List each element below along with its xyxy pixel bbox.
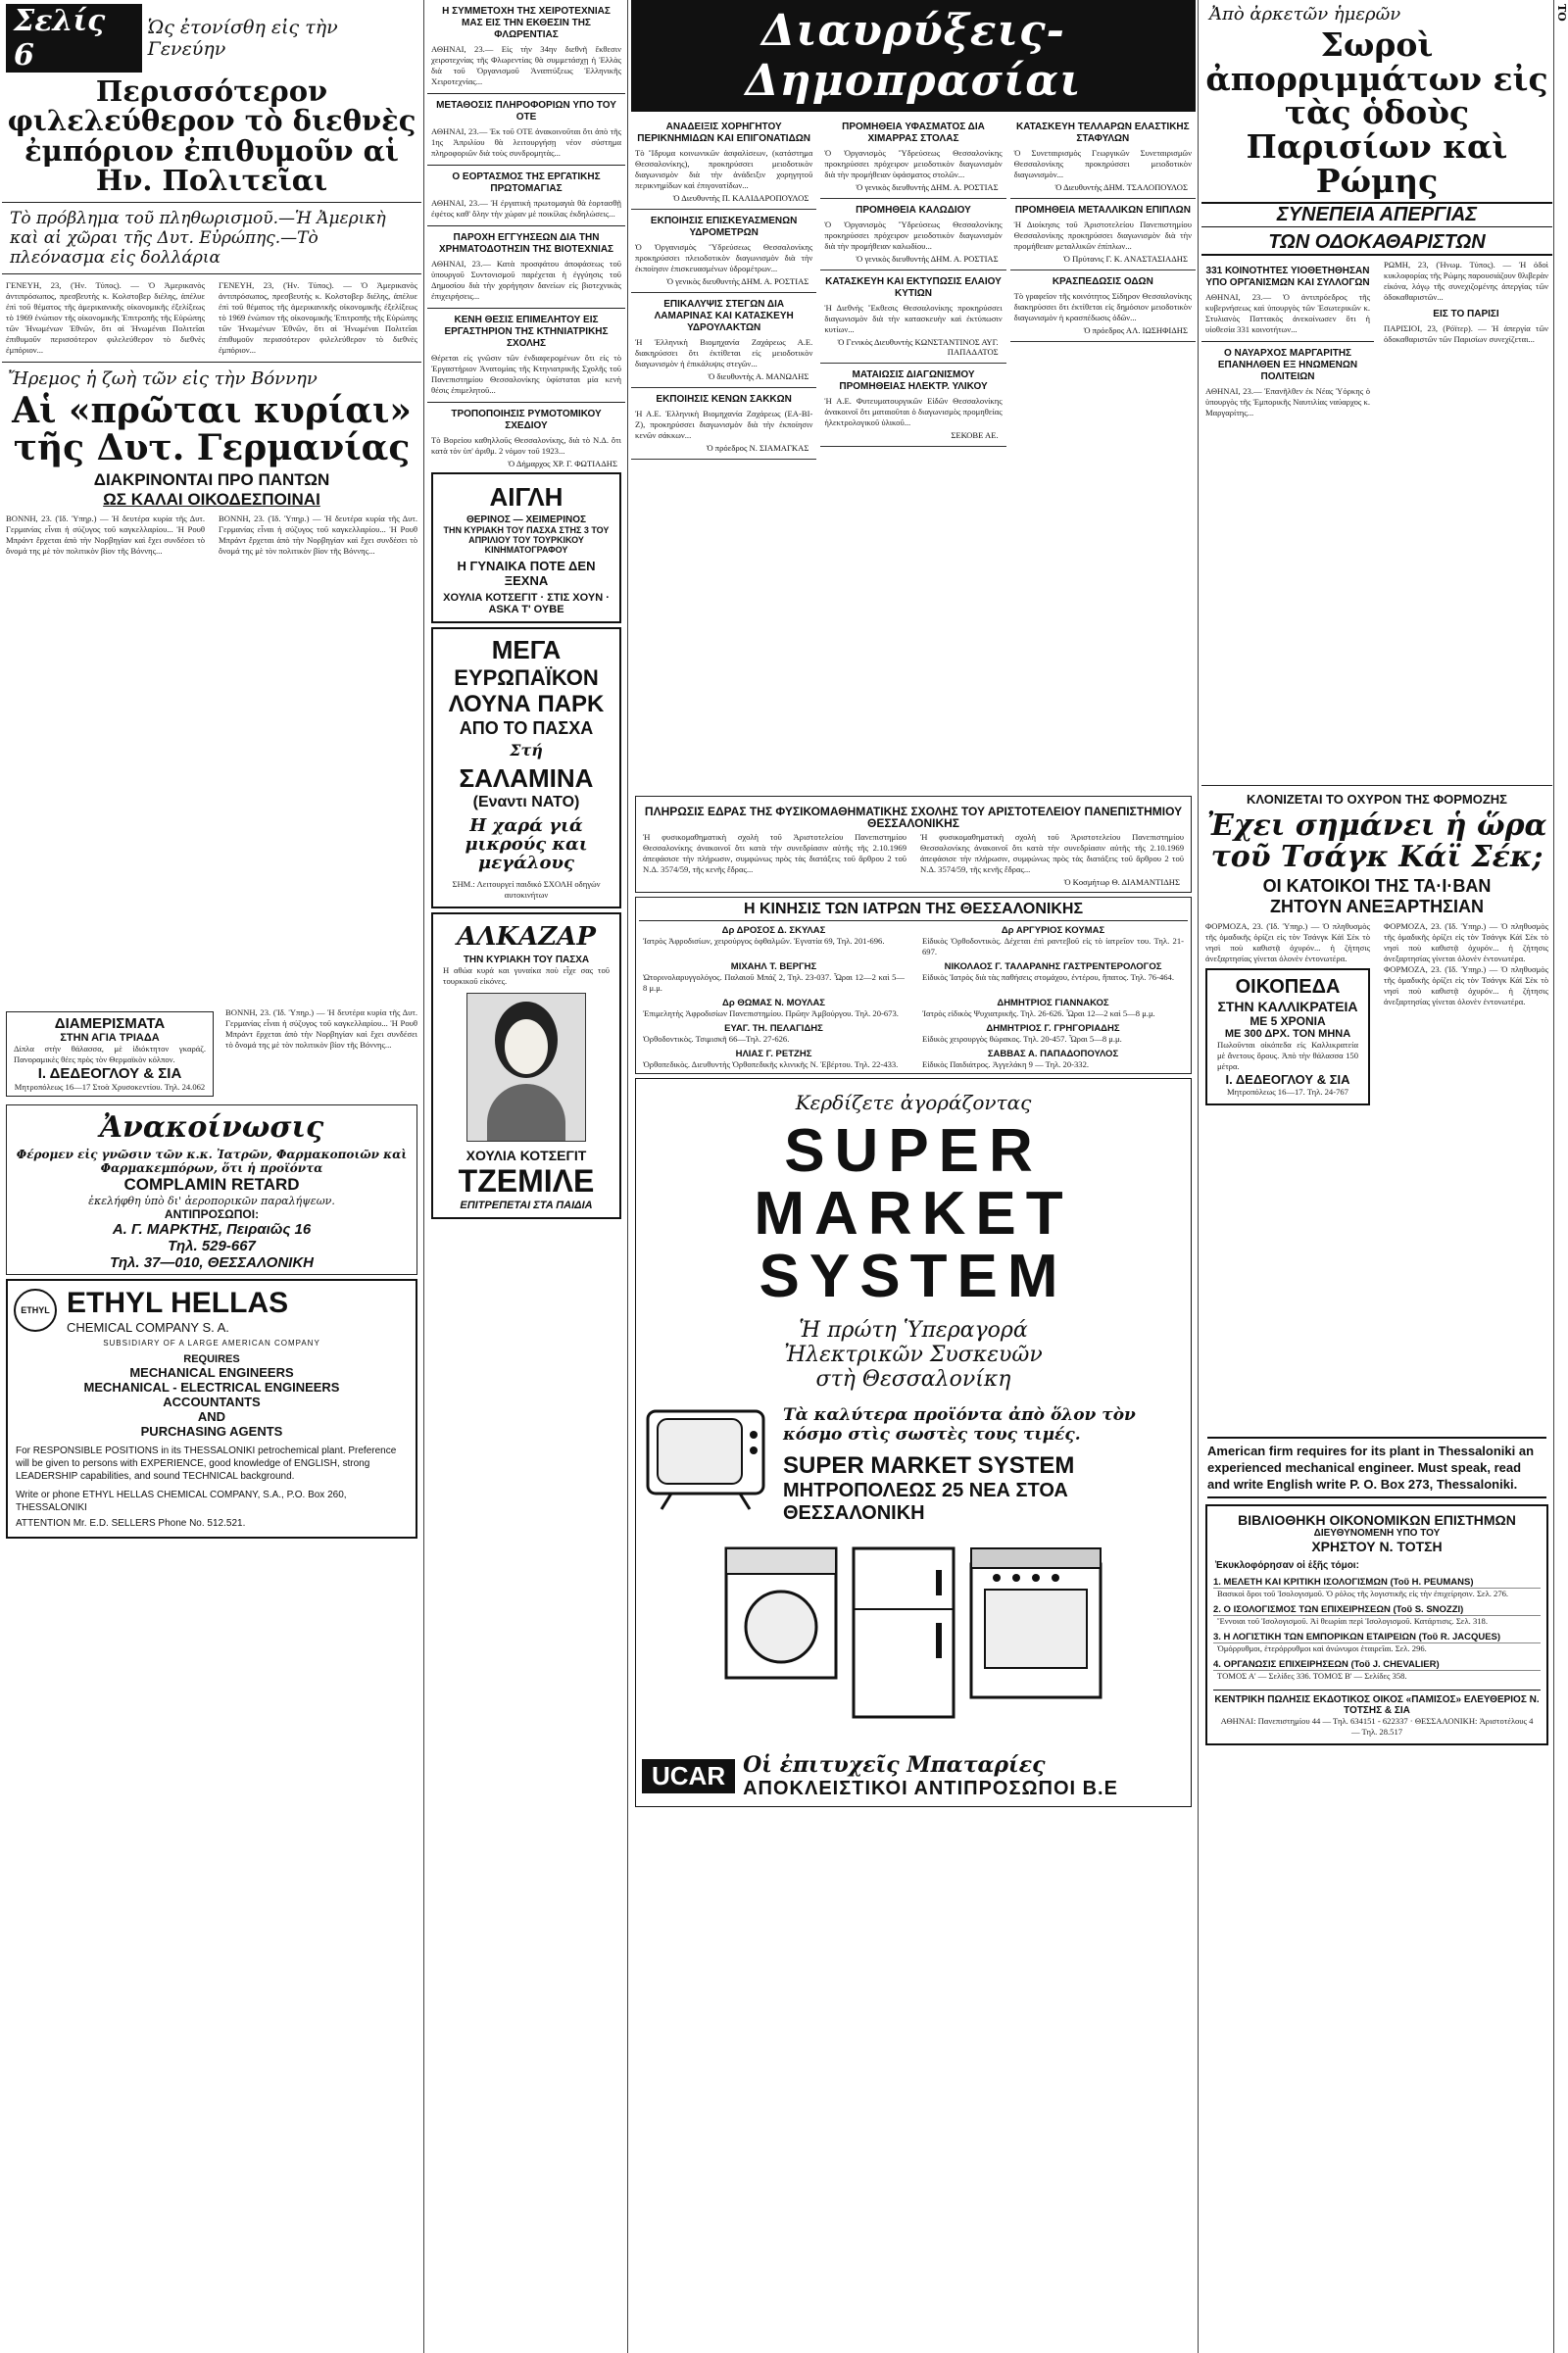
article-heading: ΤΡΟΠΟΠΟΙΗΣΙΣ ΡΥΜΟΤΟΜΙΚΟΥ ΣΧΕΔΙΟΥ (451, 409, 602, 431)
doctor-name: Δρ ΑΡΓΥΡΙΟΣ ΚΟΥΜΑΣ (1001, 925, 1105, 936)
tender-heading: ΑΝΑΔΕΙΞΙΣ ΧΟΡΗΓΗΤΟΥ ΠΕΡΙΚΝΗΜΙΔΩΝ ΚΑΙ ΕΠΙΓΟΝΑΤΙΔΩΝ (637, 122, 811, 144)
signature: Ὁ πρόεδρος Ν. ΣΙΑΜΑΓΚΑΣ (706, 443, 809, 453)
ad-phone: Τηλ. 37—010, ΘΕΣΣΑΛΟΝΙΚΗ (109, 1253, 314, 1271)
column-rule (627, 0, 628, 2353)
plots-ad (1205, 968, 1370, 1105)
position: AND (197, 1408, 226, 1424)
tender-body: Ὁ Ὀργανισμὸς Ὕδρεύσεως Θεσσαλονίκης προκηρύσσει πρόχειρον μειοδοτικὸν διαγωνισμὸν διὰ τὴν προμήθειαν καλωδίου... (824, 220, 1003, 251)
ad-line: Η χαρά γιά μικρούς και μεγάλους (465, 815, 588, 873)
engineer-wanted-ad: American firm requires for its plant in Thessaloniki an experienced mechanical engineer. Must speak, read and write English write P. O. Box 273, Thessaloniki. (1207, 1437, 1546, 1498)
doctor-name: Δρ ΘΩΜΑΣ Ν. ΜΟΥΛΑΣ (721, 998, 825, 1008)
company-name: ETHYL HELLAS (67, 1286, 289, 1319)
ad-line: ΑΠΟ ΤΟ ΠΑΣΧΑ (459, 718, 594, 739)
ad-subtitle: ΣΤΗΝ ΚΑΛΛΙΚΡΑΤΕΙΑ (1217, 999, 1358, 1015)
ad-body: Φέρομεν εἰς γνῶσιν τῶν κ.κ. Ἰατρῶν, Φαρμακοποιῶν καὶ Φαρμακεμπόρων, ὅτι ἡ προϊόντα (16, 1147, 408, 1175)
column-rule (1553, 0, 1554, 2353)
ad-contact: Write or phone ETHYL HELLAS CHEMICAL COMPANY, S.A., P.O. Box 260, THESSALONIKI (16, 1489, 347, 1513)
article-body: Θέρεται εἰς γνῶσιν τῶν ἐνδιαφερομένων ὅτι εἰς τὸ Ἐργαστήριον Ἀνατομίας τῆς Κτηνιατρικῆς Σχολῆς τοῦ Πανεπιστημίου Θεσσαλονίκης ὑφίσταται μία κενὴ θέσις ἐπιμελητοῦ... (431, 353, 621, 395)
column-1 (2, 0, 421, 2353)
ad-company: Ι. ΔΕΔΕΟΓΛΟΥ & ΣΙΑ (1225, 1072, 1350, 1088)
tender-notice (631, 299, 816, 388)
ad-line: Τὰ καλύτερα προϊόντα ἀπὸ ὅλον τὸν κόσμο στὶς σωστὲς τους τιμές. (783, 1405, 1136, 1445)
book-title: 4. ΟΡΓΑΝΩΣΙΣ ΕΠΙΧΕΙΡΗΣΕΩΝ (Τοῦ J. CHEVALIER) (1213, 1659, 1541, 1671)
tender-heading: ΕΚΠΟΙΗΣΙΣ ΕΠΙΣΚΕΥΑΣΜΕΝΩΝ ΥΔΡΟΜΕΤΡΩΝ (650, 216, 798, 238)
story-deck: ΔΙΑΚΡΙΝΟΝΤΑΙ ΠΡΟ ΠΑΝΤΩΝ (93, 470, 330, 490)
ad-line: ΜΗΤΡΟΠΟΛΕΩΣ 25 ΝΕΑ ΣΤΟΑ (783, 1480, 1068, 1501)
article-heading: Η ΣΥΜΜΕΤΟΧΗ ΤΗΣ ΧΕΙΡΟΤΕΧΝΙΑΣ ΜΑΣ ΕΙΣ ΤΗΝ ΕΚΘΕΣΙΝ ΤΗΣ ΦΛΩΡΕΝΤΙΑΣ (442, 6, 611, 40)
doctor-name: ΗΛΙΑΣ Γ. ΡΕΤΖΗΣ (735, 1049, 812, 1059)
ad-released-label: Ἐκυκλοφόρησαν οἱ ἑξῆς τόμοι: (1215, 1560, 1359, 1572)
book-description: Ἔννοιαι τοῦ Ἰσολογισμοῦ. Ἀἱ θεωρίαι περὶ Ἰσολογισμοῦ. Κατάρτισις. Σελ. 318. (1217, 1616, 1488, 1627)
tender-notice (1010, 205, 1196, 270)
tender-column (631, 116, 816, 792)
ad-line: Ἡ πρώτη Ὑπεραγορά (799, 1318, 1028, 1343)
article-heading: ΕΙΣ ΤΟ ΠΑΡΙΣΙ (1433, 309, 1499, 320)
story-headline: Αἱ «πρῶται κυρίαι» τῆς Δυτ. Γερμανίας (12, 389, 412, 468)
super-market-system-ad (635, 1078, 1192, 1807)
tender-heading: ΚΡΑΣΠΕΔΩΣΙΣ ΟΔΩΝ (1052, 276, 1153, 287)
article-body: ΦΟΡΜΟΖΑ, 23. (Ἰδ. Ὑπηρ.) — Ὁ πληθυσμὸς τῆς ὁμαδικῆς ὁρίζει εἰς τὸν Τσάνγκ Κάϊ Σὲκ τὸ νησὶ ποὺ καθιστᾷ ὀχυρόν... ἡ ζήτησις ἀνεξαρτησίας γίνεται ὀλονὲν ἐντονωτέρα. (1205, 921, 1370, 964)
article-body: ΑΘΗΝΑΙ, 23.— Ἐκ τοῦ ΟΤΕ ἀνακοινοῦται ὅτι ἀπὸ τῆς 1ης Ἀπριλίου θὰ λειτουργήσῃ νέον σύστημα πληροφοριῶν διὰ τοὺς συνδρομητὰς... (431, 126, 621, 158)
article-body: ΑΘΗΝΑΙ, 23.— Ὁ ἀντιπρόεδρος τῆς κυβερνήσεως καὶ ὑπουργὸς τῶν Ἐσωτερικῶν κ. Στυλιανὸς Παττακὸς ἀνεκοίνωσεν ὅτι ἡ υἱοθεσία 331 κοινοτήτων... (1205, 292, 1370, 335)
doctor-entry (918, 961, 1188, 994)
position: PURCHASING AGENTS (140, 1423, 283, 1439)
ad-line: Ἠλεκτρικῶν Συσκευῶν (784, 1343, 1043, 1367)
announcement-ad (6, 1104, 417, 1275)
ad-address: Μητροπόλεως 16—17 Στοὰ Χρυσοκεντίου. Τηλ. 24.062 (14, 1082, 206, 1093)
tender-heading: ΕΠΙΚΑΛΥΨΙΣ ΣΤΕΓΩΝ ΔΙΑ ΛΑΜΑΡΙΝΑΣ ΚΑΙ ΚΑΤΑΣΚΕΥΗ ΥΔΡΟΥΛΑΚΤΩΝ (654, 299, 794, 333)
ad-brand-line: SYSTEM (759, 1243, 1068, 1310)
book-title: 2. Ο ΙΣΟΛΟΓΙΣΜΟΣ ΤΩΝ ΕΠΙΧΕΙΡΗΣΕΩΝ (Τοῦ S. SNOZZI) (1213, 1604, 1541, 1616)
doctors-grid (639, 925, 1188, 1070)
tender-notice (820, 369, 1005, 447)
ad-subtitle: ΜΕ 300 ΔΡΧ. ΤΟΝ ΜΗΝΑ (1224, 1028, 1351, 1041)
economics-library-ad (1205, 1504, 1548, 1745)
doctor-details: Ὀρθοπεδικὸς. Διευθυντὴς Ὀρθοπεδικῆς κλινικῆς Ν. Ἐβέρτου. Τηλ. 22-433. (643, 1059, 899, 1069)
tender-notice (631, 122, 816, 210)
tender-heading: ΜΑΤΑΙΩΣΙΣ ΔΙΑΓΩΝΙΣΜΟΥ ΠΡΟΜΗΘΕΙΑΣ ΗΛΕΚΤΡ. ΥΛΙΚΟΥ (839, 369, 988, 392)
book-description: Βασικοὶ ὅροι τοῦ Ἰσολογισμοῦ. Ὁ ρόλος τῆς λογιστικῆς εἰς τὴν ἐπιχείρησιν. Σελ. 276. (1217, 1589, 1509, 1599)
ad-subtitle: ΜΕ 5 ΧΡΟΝΙΑ (1250, 1014, 1326, 1029)
tender-column (1010, 116, 1196, 792)
tender-body: Ὁ Συνεταιρισμὸς Γεωργικῶν Συνεταιρισμῶν Θεσσαλονίκης προκηρύσσει μειοδοτικὸν διαγωνισμὸν... (1013, 148, 1192, 179)
ad-requires: REQUIRES (183, 1352, 240, 1365)
story-headline: Σωροὶ ἀπορριμμάτων εἰς τὰς ὁδοὺς Παρισίων καὶ Ρώμης (1205, 25, 1548, 200)
tender-notice (631, 216, 816, 293)
article-body: ΑΘΗΝΑΙ, 23.— Εἰς τὴν 34ην διεθνῆ ἔκθεσιν χειροτεχνίας τῆς Φλωρεντίας θὰ συμμετάσχῃ ἡ Ἑλλὰς διὰ τοῦ Ὀργανισμοῦ Ἀναπτύξεως Ἑλληνικῆς Χειροτεχνίας... (431, 44, 621, 86)
tender-grid (631, 116, 1196, 792)
doctor-entry (639, 998, 908, 1019)
article-body: Τὸ Βορείου καθηλλοῦς Θεσσαλονίκης, διὰ τὸ Ν.Δ. ὅτι κατὰ τὸν ὑπ' ἀριθμ. 2 νόμον τοῦ 1923... (431, 435, 621, 456)
company-subtitle: CHEMICAL COMPANY S. A. (67, 1319, 229, 1335)
tender-notice (820, 122, 1005, 199)
ad-footer: ΚΕΝΤΡΙΚΗ ΠΩΛΗΣΙΣ ΕΚΔΟΤΙΚΟΣ ΟΙΚΟΣ «ΠΑΜΙΣΟΣ» ΕΛΕΥΘΕΡΙΟΣ Ν. ΤΟΤΣΗΣ & ΣΙΑ (1213, 1690, 1541, 1716)
story-headline: Ἐχει σημάνει ἡ ὥρα τοῦ Τσάγκ Κάϊ Σέκ; (1206, 809, 1547, 874)
story-deck: ΖΗΤΟΥΝ ΑΝΕΞΑΡΤΗΣΙΑΝ (1270, 897, 1484, 917)
section-banner: Διαυρύξεις-Δημοπρασίαι (631, 0, 1196, 112)
doctor-entry (639, 925, 908, 957)
tender-heading: ΚΑΤΑΣΚΕΥΗ ΚΑΙ ΕΚΤΥΠΩΣΙΣ ΕΛΑΙΟΥ ΚΥΤΙΩΝ (825, 276, 1002, 299)
story-deck: ΣΥΝΕΠΕΙΑ ΑΠΕΡΓΙΑΣ (1201, 202, 1552, 227)
doctor-entry (639, 961, 908, 994)
doctor-entry (918, 925, 1188, 957)
ethyl-logo-text: ETHYL (21, 1305, 50, 1316)
signature: Ὁ γενικὸς διευθυντὴς ΔΗΜ. Α. ΡΟΣΤΙΑΣ (856, 254, 999, 264)
signature: Ὁ Γενικὸς Διευθυντὴς ΚΩΝΣΤΑΝΤΙΝΟΣ ΑΥΓ. ΠΑΠΑΔΑΤΟΣ (837, 337, 999, 357)
book-title: 3. Η ΛΟΓΙΣΤΙΚΗ ΤΩΝ ΕΜΠΟΡΙΚΩΝ ΕΤΑΙΡΕΙΩΝ (Τοῦ R. JACQUES) (1213, 1632, 1541, 1643)
article-body: ΠΑΡΙΣΙΟΙ, 23, (Ρόϊτερ). — Ἡ ἀπεργία τῶν ὁδοκαθαριστῶν τῶν Παρισίων συνεχίζεται... (1384, 323, 1548, 345)
ad-address: Μητροπόλεως 16—17. Τηλ. 24-767 (1227, 1087, 1348, 1098)
book-title: 1. ΜΕΛΕΤΗ ΚΑΙ ΚΡΙΤΙΚΗ ΙΣΟΛΟΓΙΣΜΩΝ (Τοῦ H. PEUMANS) (1213, 1577, 1541, 1589)
ad-body: Η αθώα κυρά και γυναίκα ποὺ εἶχε σας τοῦ τουρκικοῦ εἰκόνες. (443, 965, 610, 987)
story-body: ΒΟΝΝΗ, 23. (Ἰδ. Ὑπηρ.) — Ἡ δευτέρα κυρία τῆς Δυτ. Γερμανίας εἶναι ἡ σύζυγος τοῦ καγκελλαρίου... Ἡ Ρουθ Μπράντ ἔρχεται ἀπὸ τὴν Νορβηγίαν καὶ ἔχει συνδέσει τὸ ὄνομά της μὲ τὸν πολιτικὸν βίον τῆς Βόννης... (225, 1007, 417, 1051)
directory-heading: Η ΚΙΝΗΣΙΣ ΤΩΝ ΙΑΤΡΩΝ ΤΗΣ ΘΕΣΣΑΛΟΝΙΚΗΣ (639, 901, 1188, 921)
story-kicker: Ἤρεμος ἡ ζωὴ τῶν εἰς τὴν Βόννην (8, 368, 318, 389)
ucar-strip (636, 1752, 1191, 1800)
tender-notice (820, 205, 1005, 270)
doctor-entry (639, 1049, 908, 1070)
tender-body: Τὸ Ἵδρυμα κοινωνικῶν ἀσφαλίσεων, (κατάστημα Θεσσαλονίκης), προκηρύσσει μειοδοτικὸν διαγωνισμὸν διὰ τὴν ἀνάδειξιν χορηγητοῦ περικνημίδων καὶ ἐπιγονατίδων... (635, 148, 813, 190)
ad-line: ΣΑΛΑΜΙΝΑ (459, 763, 594, 794)
doctor-entry (918, 1023, 1188, 1045)
story-body: ΒΟΝΝΗ, 23. (Ἰδ. Ὑπηρ.) — Ἡ δευτέρα κυρία τῆς Δυτ. Γερμανίας εἶναι ἡ σύζυγος τοῦ καγκελλαρίου... Ἡ Ρουθ Μπράντ ἔρχεται ἀπὸ τὴν Νορβηγίαν καὶ ἔχει συνδέσει τὸ ὄνομά της μὲ τὸν πολιτικὸν βίον τῆς Βόννης... (6, 514, 205, 557)
signature: Ὁ Διευθυντὴς Π. ΚΑΛΙΔΑΡΟΠΟΥΛΟΣ (672, 193, 809, 203)
story-body: ΓΕΝΕΥΗ, 23, (Ἠν. Τύπος). — Ὁ Ἀμερικανὸς ἀντιπρόσωπος, πρεσβευτὴς κ. Κολστοβερ διέλης, ἀπέλυε ἐπὶ τοῦ θέματος τῆς ἀμερικανικῆς οἰκονομικῆς ἐξελίξεως τὸ 1969 ἐνώπιον τῆς οἰκονομικῆς Ἐπιτροπῆς τῆς Εὐρώπης τῶν Ἠνωμένων Ἐθνῶν, ὅτι αἱ Ἠνωμέναι Πολιτεῖαι ἐπιθυμοῦν περισσότερον φιλελεύθερον τὸ διεθνὲς ἐμπόριον... (6, 279, 205, 355)
television-icon (642, 1405, 769, 1513)
product-name: COMPLAMIN RETARD (123, 1174, 300, 1194)
position: MECHANICAL ENGINEERS (129, 1364, 294, 1380)
ad-title: Ἀνακοίνωσις (99, 1110, 324, 1146)
ethyl-hellas-ad (6, 1279, 417, 1539)
ad-subtitle: ΣΤΗΝ ΑΓΙΑ ΤΡΙΑΔΑ (60, 1032, 160, 1045)
book-entry (1213, 1659, 1541, 1682)
signature: Ὁ διευθυντὴς Α. ΜΑΝΩΛΗΣ (708, 371, 809, 381)
article-body: ΑΘΗΝΑΙ, 23.— Κατὰ προσφάτου ἀποφάσεως τοῦ ὑπουργοῦ Συντονισμοῦ παρέχεται ἡ ἐγγύησις τοῦ Δημοσίου διὰ τὴν χορήγησιν δανείων εἰς βιοτεχνικὰς ἐπιχειρήσεις... (431, 259, 621, 301)
actress-photo (466, 993, 586, 1142)
ad-title: ΑΙΓΛΗ (489, 482, 564, 512)
tender-notice (631, 394, 816, 460)
signature: Ὁ γενικὸς διευθυντὴς ΔΗΜ. Α. ΡΟΣΤΙΑΣ (856, 182, 999, 192)
tender-heading: ΚΑΤΑΣΚΕΥΗ ΤΕΛΛΑΡΩΝ ΕΛΑΣΤΙΚΗΣ ΣΤΑΦΥΛΩΝ (1015, 122, 1190, 144)
article-heading: Ο ΝΑΥΑΡΧΟΣ ΜΑΡΓΑΡΙΤΗΣ ΕΠΑΝΗΛΘΕΝ ΕΞ ΗΝΩΜΕΝΩΝ ΠΟΛΙΤΕΙΩΝ (1217, 348, 1358, 383)
story-deck: ΟΙ ΚΑΤΟΙΚΟΙ ΤΗΣ ΤΑ·Ι·ΒΑΝ (1262, 876, 1492, 897)
film-cast: ΧΟΥΛΙΑ ΚΟΤΣΕΓΙΤ · ΣΤΙΣ ΧΟΥΝ · ASKA Τ' ΟΥΒΕ (443, 592, 610, 616)
ad-title: ΟΙΚΟΠΕΔΑ (1235, 976, 1341, 999)
article-body: ΑΘΗΝΑΙ, 23.— Ἡ ἐργατικὴ πρωτομαγιὰ θὰ ἑορτασθῇ ἐφέτος καθ' ὅλην τὴν χώραν μὲ ποικίλας ἐκδηλώσεις... (431, 198, 621, 219)
book-entry (1213, 1577, 1541, 1599)
ad-agents-label: ΑΝΤΙΠΡΟΣΩΠΟΙ: (164, 1206, 260, 1221)
film-title: Η ΓΥΝΑΙΚΑ ΠΟΤΕ ΔΕΝ ΞΕΧΝΑ (457, 559, 596, 589)
tender-column (820, 116, 1005, 792)
doctor-name: Δρ ΔΡΟΣΟΣ Δ. ΣΚΥΛΑΣ (721, 925, 826, 936)
page-kicker: Σελίς 6 (6, 4, 142, 73)
luna-park-ad (431, 627, 621, 907)
alkazar-cinema-ad (431, 912, 621, 1219)
story-deck: ΩΣ ΚΑΛΑΙ ΟΙΚΟΔΕΣΠΟΙΝΑΙ (103, 490, 320, 510)
signature: Ὁ πρόεδρος ΑΛ. ΙΩΣΗΦΙΔΗΣ (1083, 325, 1188, 335)
ad-note: ΕΠΙΤΡΕΠΕΤΑΙ ΣΤΑ ΠΑΙΔΙΑ (460, 1200, 593, 1212)
ad-line: ΜΕΓΑ (491, 635, 562, 665)
ad-line: ΛΟΥΝΑ ΠΑΡΚ (448, 691, 605, 718)
doctor-name: ΝΙΚΟΛΑΟΣ Γ. ΤΑΛΑΡΑΝΗΣ ΓΑΣΤΡΕΝΤΕΡΟΛΟΓΟΣ (944, 961, 1162, 972)
doctor-details: Ὠτορινολαρυγγολόγος. Παλαιοῦ Μπάζ 2, Τηλ. 23-037. Ὧραι 12—2 καὶ 5—8 μ.μ. (643, 972, 905, 993)
article-heading: 331 ΚΟΙΝΟΤΗΤΕΣ ΥΙΟΘΕΤΗΘΗΣΑΝ ΥΠΟ ΟΡΓΑΝΙΣΜΩΝ ΚΑΙ ΣΥΛΛΟΓΩΝ (1205, 266, 1370, 289)
signature: Ὁ Δήμαρχος ΧΡ. Γ. ΦΩΤΙΑΔΗΣ (508, 459, 617, 468)
position: MECHANICAL - ELECTRICAL ENGINEERS (83, 1379, 340, 1395)
column-5 (1201, 0, 1552, 2353)
ad-line: ΘΕΣΣΑΛΟΝΙΚΗ (783, 1502, 925, 1524)
doctor-name: ΔΗΜΗΤΡΙΟΣ ΓΙΑΝΝΑΚΟΣ (997, 998, 1109, 1008)
ad-body: Δίπλα στὴν θάλασσα, μὲ ἰδιόκτητον γκαράζ. Πανοραμικὲς θέες πρὸς τὸν Θερμαϊκὸν κόλπον. (14, 1044, 206, 1065)
story-body: ΒΟΝΝΗ, 23. (Ἰδ. Ὑπηρ.) — Ἡ δευτέρα κυρία τῆς Δυτ. Γερμανίας εἶναι ἡ σύζυγος τοῦ καγκελλαρίου... Ἡ Ρουθ Μπράντ ἔρχεται ἀπὸ τὴν Νορβηγίαν καὶ ἔχει συνδέσει τὸ ὄνομά της μὲ τὸν πολιτικὸν βίον τῆς Βόννης... (219, 514, 417, 557)
story-deck: Τὸ πρόβλημα τοῦ πληθωρισμοῦ.—Ἡ Ἀμερικὴ καὶ αἱ χῶραι τῆς Δυτ. Εὐρώπης.—Τὸ πλεόνασμα εἰς δολλάρια (10, 208, 386, 268)
book-description: ΤΟΜΟΣ Α' — Σελίδες 336. ΤΟΜΟΣ Β' — Σελίδες 358. (1217, 1671, 1407, 1682)
ad-line: Οἱ ἐπιτυχεῖς Μπαταρίες (743, 1752, 1046, 1778)
ad-editor: ΧΡΗΣΤΟΥ Ν. ΤΟΤΣΗ (1311, 1539, 1443, 1555)
doctor-details: Εἰδικὸς Παιδιάτρος. Ἀγγελάκη 9 — Τηλ. 20-332. (922, 1059, 1090, 1069)
ad-kicker: Κερδίζετε ἀγοράζοντας (795, 1091, 1032, 1114)
book-list (1213, 1577, 1541, 1682)
tender-body: Τὸ γραφεῖον τῆς κοινότητος Σίδηρον Θεσσαλονίκης διακηρύσσει ὅτι ἐκτίθεται εἰς δημόσιον μειοδοτικὸν διαγωνισμὸν ἡ κρασπέδωσις ὁδῶν... (1013, 291, 1192, 322)
book-entry (1213, 1632, 1541, 1654)
ucar-brand: UCAR (642, 1759, 735, 1793)
ad-attention: ATTENTION Mr. E.D. SELLERS Phone No. 512.521. (16, 1517, 246, 1529)
article-heading: ΜΕΤΑΘΟΣΙΣ ΠΛΗΡΟΦΟΡΙΩΝ ΥΠΟ ΤΟΥ ΟΤΕ (436, 100, 616, 123)
doctor-name: ΜΙΧΑΗΛ Τ. ΒΕΡΓΗΣ (730, 961, 817, 972)
tender-notice (1010, 276, 1196, 342)
ad-title: ΔΙΑΜΕΡΙΣΜΑΤΑ (54, 1015, 166, 1033)
ad-line: SUPER MARKET SYSTEM (783, 1452, 1075, 1479)
column-rule (1198, 0, 1199, 2353)
book-entry (1213, 1604, 1541, 1627)
tender-notice (820, 276, 1005, 364)
appliances-row (642, 1544, 1185, 1725)
doctors-directory (635, 897, 1192, 1074)
article-heading: ΠΑΡΟΧΗ ΕΓΓΥΗΣΕΩΝ ΔΙΑ ΤΗΝ ΧΡΗΜΑΤΟΔΟΤΗΣΙΝ ΤΗΣ ΒΙΟΤΕΧΝΙΑΣ (438, 232, 614, 255)
tender-body: Ἡ Ἑλληνικὴ Βιομηχανία Ζαχάρεως Α.Ε. διακηρύσσει ὅτι ἐκτίθεται εἰς μειοδοτικὸν διαγωνισμὸν ἡ ἐπικάλυψις στεγῶν... (635, 337, 813, 368)
tender-body: Ὁ Ὀργανισμὸς Ὕδρεύσεως Θεσσαλονίκης προκηρύσσει πλειοδοτικὸν διαγωνισμὸν διὰ τὴν ἐκποίησιν ἐπισκευασμένων ὑδρομέτρων... (635, 242, 813, 273)
film-title: ΤΖΕΜΙΛΕ (458, 1163, 595, 1200)
ad-line: Στή (510, 741, 543, 760)
notice-body: Ἡ φυσικομαθηματικὴ σχολὴ τοῦ Ἀριστοτελείου Πανεπιστημίου Θεσσαλονίκης ἀνακοινοῖ ὅτι κατὰ τὴν συνεδρίασιν αὐτῆς τῆς 2.10.1969 ἀπεφάσισε τὴν πλήρωσιν, συμφώνως πρὸς τὰς διατάξεις τοῦ ἄρθρου 2 τοῦ Ν.Δ. 3574/59, τῆς κενῆς ἔδρας... (920, 832, 1184, 874)
ethyl-logo-icon (14, 1289, 57, 1332)
story-headline: Περισσότερον φιλελεύθερον τὸ διεθνὲς ἐμπόριον ἐπιθυμοῦν αἱ Ην. Πολιτεῖαι (7, 74, 416, 198)
column-2 (427, 0, 625, 2353)
story-body: ΓΕΝΕΥΗ, 23, (Ἠν. Τύπος). — Ὁ Ἀμερικανὸς ἀντιπρόσωπος, πρεσβευτὴς κ. Κολστοβερ διέλης, ἀπέλυε ἐπὶ τοῦ θέματος τῆς ἀμερικανικῆς οἰκονομικῆς ἐξελίξεως τὸ 1969 ἐνώπιον τῆς οἰκονομικῆς Ἐπιτροπῆς τῆς Εὐρώπης τῶν Ἠνωμένων Ἐθνῶν, ὅτι αἱ Ἠνωμέναι Πολιτεῖαι ἐπιθυμοῦν περισσότερον φιλελεύθερον τὸ διεθνὲς ἐμπόριον... (219, 279, 417, 355)
washing-machine-icon (722, 1544, 840, 1725)
column-rule (423, 0, 424, 2353)
story-subtitle: Ὡς ἐτονίσθη εἰς τὴν Γενεύην (147, 17, 338, 60)
ad-line: στὴ Θεσσαλονίκη (815, 1367, 1011, 1392)
signature: ΣΕΚΟΒΕ ΑΕ. (951, 430, 999, 440)
story-kicker: ΚΛΟΝΙΖΕΤΑΙ ΤΟ ΟΧΥΡΟΝ ΤΗΣ ΦΟΡΜΟΖΗΣ (1247, 792, 1507, 808)
ad-line: ΑΠΟΚΛΕΙΣΤΙΚΟΙ ΑΝΤΙΠΡΟΣΩΠΟΙ Β.Ε (743, 1778, 1118, 1799)
story-deck: ΤΩΝ ΟΔΟΚΑΘΑΡΙΣΤΩΝ (1201, 231, 1552, 256)
tender-heading: ΕΚΠΟΙΗΣΙΣ ΚΕΝΩΝ ΣΑΚΚΩΝ (656, 394, 792, 405)
doctor-details: Ὀρθοδοντικὸς. Τσιμισκῆ 66—Τηλ. 27-626. (643, 1034, 790, 1044)
ad-subtitle: ΔΙΕΥΘΥΝΟΜΕΝΗ ΥΠΟ ΤΟΥ (1313, 1528, 1441, 1540)
signature: Ὁ γενικὸς διευθυντὴς ΔΗΜ. Α. ΡΟΣΤΙΑΣ (666, 276, 809, 286)
tender-body: Ἡ Α.Ε. Ἑλληνικὴ Βιομηχανία Ζαχάρεως (ΕΑ-ΒΙ-Ζ), προκηρύσσει διαγωνισμὸν διὰ τὴν ἐκποίησιν κενῶν σάκκων... (635, 409, 813, 440)
doctor-entry (918, 1049, 1188, 1070)
doctor-details: Ἰατρὸς Ἀφροδισίων, χειρούργος ὀφθαλμῶν. Ἐγνατία 69, Τηλ. 201-696. (643, 936, 885, 946)
book-description: Ὁμόρρυθμοι, ἑτερόρρυθμοι καὶ ἀνώνυμοι ἑταιρεῖαι. Σελ. 296. (1217, 1643, 1427, 1654)
article-body: ΦΟΡΜΟΖΑ, 23. (Ἰδ. Ὑπηρ.) — Ὁ πληθυσμὸς τῆς ὁμαδικῆς ὁρίζει εἰς τὸν Τσάνγκ Κάϊ Σὲκ τὸ νησὶ ποὺ καθιστᾷ ὀχυρόν... ἡ ζήτησις ἀνεξαρτησίας γίνεται ὀλονὲν ἐντονωτέρα. (1384, 921, 1548, 964)
tender-body: Ὁ Ὀργανισμὸς Ὕδρεύσεως Θεσσαλονίκης προκηρύσσει πρόχειρον μειοδοτικὸν διαγωνισμὸν διὰ τὴν προμήθειαν ὑφάσματος στολῶν... (824, 148, 1003, 179)
ad-title: ΑΛΚΑΖΑΡ (457, 921, 596, 952)
edge-letters: ΤΟ (1555, 4, 1568, 22)
refrigerator-icon (850, 1544, 957, 1725)
actress-name: ΧΟΥΛΙΑ ΚΟΤΣΕΓΙΤ (466, 1148, 587, 1164)
signature: Ὁ Διευθυντὴς ΔΗΜ. ΤΣΑΛΟΠΟΥΛΟΣ (1054, 182, 1188, 192)
doctor-details: Εἰδικὸς Ἰατρὸς διὰ τὰς παθήσεις στομάχου, ἐντέρου, ἥπατος. Τηλ. 76-464. (922, 972, 1174, 982)
doctor-name: ΔΗΜΗΤΡΙΟΣ Γ. ΓΡΗΓΟΡΙΑΔΗΣ (986, 1023, 1120, 1034)
doctor-entry (918, 998, 1188, 1019)
notice-body: Ἡ φυσικομαθηματικὴ σχολὴ τοῦ Ἀριστοτελείου Πανεπιστημίου Θεσσαλονίκης ἀνακοινοῖ ὅτι κατὰ τὴν συνεδρίασιν αὐτῆς τῆς 2.10.1969 ἀπεφάσισε τὴν πλήρωσιν, συμφώνως πρὸς τὰς διατάξεις τοῦ ἄρθρου 2 τοῦ Ν.Δ. 3574/59, τῆς κενῆς ἔδρας... (643, 832, 906, 874)
doctor-details: Ἐπιμελητὴς Ἀφροδισίων Πανεπιστημίου. Πρῶην Ἀμβούργου. Τηλ. 20-673. (643, 1008, 899, 1018)
article-body: ΑΘΗΝΑΙ, 23.— Ἐπανῆλθεν ἐκ Νέας Ὑόρκης ὁ ὑπουργὸς τῆς Ἐμπορικῆς Ναυτιλίας ναύαρχος κ. Μαργαρίτης... (1205, 386, 1370, 418)
ad-address: ΑΘΗΝΑΙ: Πανεπιστημίου 44 — Τηλ. 634151 - 622337 · ΘΕΣΣΑΛΟΝΙΚΗ: Ἀριστοτέλους 4 — Τηλ. 28.517 (1220, 1716, 1534, 1738)
article-body: ΦΟΡΜΟΖΑ, 23. (Ἰδ. Ὑπηρ.) — Ὁ πληθυσμὸς τῆς ὁμαδικῆς ὁρίζει εἰς τὸν Τσάνγκ Κάϊ Σὲκ τὸ νησὶ ποὺ καθιστᾷ ὀχυρόν... ἡ ζήτησις ἀνεξαρτησίας γίνεται ὀλονὲν ἐντονωτέρα. (1384, 964, 1548, 1007)
ad-subtitle: ΤΗΝ ΚΥΡΙΑΚΗ ΤΟΥ ΠΑΣΧΑ (463, 955, 590, 966)
article-body: ΡΩΜΗ, 23, (Ἠνωμ. Τύπος). — Ἡ ὁδοὶ κυκλοφορίας τῆς Ρώμης παρουσιάζουν θλιβερὰν εἰκόνα, λόγῳ τῆς συνεχιζομένης ἀπεργίας τῶν ὁδοκαθαριστῶν... (1384, 260, 1548, 303)
ad-body: ΤΗΝ ΚΥΡΙΑΚΗ ΤΟΥ ΠΑΣΧΑ ΣΤΗΣ 3 ΤΟΥ ΑΠΡΙΛΙΟΥ ΤΟΥ ΤΟΥΡΚΙΚΟΥ ΚΙΝΗΜΑΤΟΓΡΑΦΟΥ (443, 525, 610, 556)
tenders-section (631, 0, 1196, 2353)
doctor-details: Ἰατρὸς εἰδικὸς Ψυχιατρικῆς. Τηλ. 26-626. Ὧραι 12—2 καὶ 5—8 μ.μ. (922, 1008, 1155, 1018)
ad-body: For RESPONSIBLE POSITIONS in its THESSALONIKI petrochemical plant. Preference will be given to persons with EXPERIENCE, good knowledge of ENGLISH, strong LEADERSHIP capabilities, and sound TECHNICAL background. (16, 1445, 397, 1482)
tender-heading: ΠΡΟΜΗΘΕΙΑ ΚΑΛΩΔΙΟΥ (856, 205, 971, 216)
ad-brand-line: SUPER (784, 1117, 1043, 1185)
apartments-ad (6, 1011, 214, 1097)
doctor-name: ΣΑΒΒΑΣ Α. ΠΑΠΑΔΟΠΟΥΛΟΣ (987, 1049, 1119, 1059)
signature: Ὁ Κοσμήτωρ Θ. ΔΙΑΜΑΝΤΙΔΗΣ (1063, 877, 1180, 887)
company-note: SUBSIDIARY OF A LARGE AMERICAN COMPANY (103, 1338, 320, 1348)
doctor-entry (639, 1023, 908, 1045)
article-heading: Ο ΕΟΡΤΑΣΜΟΣ ΤΗΣ ΕΡΓΑΤΙΚΗΣ ΠΡΩΤΟΜΑΓΙΑΣ (452, 172, 601, 194)
tender-heading: ΠΡΟΜΗΘΕΙΑ ΥΦΑΣΜΑΤΟΣ ΔΙΑ ΧΙΜΑΡΡΑΣ ΣΤΟΛΑΣ (842, 122, 985, 144)
signature: Ὁ Πρύτανις Γ. Κ. ΑΝΑΣΤΑΣΙΑΔΗΣ (1063, 254, 1188, 264)
university-notice (635, 796, 1192, 893)
position: ACCOUNTANTS (163, 1394, 261, 1409)
tender-body: Ἡ Α.Ε. Φυτευματουργικῶν Εἰδῶν Θεσσαλονίκης ἀνακοινοῖ ὅτι ματαιοῦται ὁ διαγωνισμὸς προμηθείας ἠλεκτρολογικοῦ ὑλικοῦ... (824, 396, 1003, 427)
tender-body: Ἡ Διεθνὴς Ἔκθεσις Θεσσαλονίκης προκηρύσσει διαγωνισμὸν διὰ τὴν κατασκευὴν καὶ ἐκτύπωσιν κυτίων... (824, 303, 1003, 334)
ad-title: ΒΙΒΛΙΟΘΗΚΗ ΟΙΚΟΝΟΜΙΚΩΝ ΕΠΙΣΤΗΜΩΝ (1238, 1512, 1516, 1529)
ad-brand-line: MARKET (754, 1180, 1073, 1248)
doctor-details: Εἰδικὸς Ὀρθοδοντικὸς. Δέχεται ἐπὶ ραντεβοῦ εἰς τὸ ἰατρεῖον του. Τηλ. 21-697. (922, 936, 1184, 956)
ad-company: Α. Γ. ΜΑΡΚΤΗΣ, Πειραιῶς 16 (112, 1220, 312, 1238)
doctor-details: Εἰδικὸς χειρουργὸς θώρακος. Τηλ. 20-457. Ὧραι 5—8 μ.μ. (922, 1034, 1122, 1044)
tender-body: Ἡ Διοίκησις τοῦ Ἀριστοτελείου Πανεπιστημίου Θεσσαλονίκης προκηρύσσει διαγωνισμὸν διὰ τὴν προμήθειαν μεταλλικῶν ἐπίπλων... (1013, 220, 1192, 251)
notice-heading: ΠΛΗΡΩΣΙΣ ΕΔΡΑΣ ΤΗΣ ΦΥΣΙΚΟΜΑΘΗΜΑΤΙΚΗΣ ΣΧΟΛΗΣ ΤΟΥ ΑΡΙΣΤΟΤΕΛΕΙΟΥ ΠΑΝΕΠΙΣΤΗΜΙΟΥ ΘΕΣΣΑΛΟΝΙΚΗΣ (644, 805, 1183, 830)
tender-heading: ΠΡΟΜΗΘΕΙΑ ΜΕΤΑΛΛΙΚΩΝ ΕΠΙΠΛΩΝ (1014, 205, 1191, 216)
ad-subtitle: ΘΕΡΙΝΟΣ — ΧΕΙΜΕΡΙΝΟΣ (466, 515, 587, 526)
tender-notice (1010, 122, 1196, 199)
story-kicker: Ἀπὸ ἀρκετῶν ἡμερῶν (1209, 4, 1401, 25)
article-heading: ΚΕΝΗ ΘΕΣΙΣ ΕΠΙΜΕΛΗΤΟΥ ΕΙΣ ΕΡΓΑΣΤΗΡΙΟΝ ΤΗΣ ΚΤΗΝΙΑΤΡΙΚΗΣ ΣΧΟΛΗΣ (444, 315, 609, 349)
stove-icon (967, 1544, 1104, 1725)
ad-body: ἐκελήφθη ὑπὸ δι' ἀεροπορικῶν παραλήψεων. (88, 1194, 335, 1207)
ad-phone: Τηλ. 529-667 (168, 1237, 256, 1254)
ad-line: ΕΥΡΩΠΑΪΚΟΝ (454, 665, 599, 691)
ad-note: ΣΗΜ.: Λειτουργεί παιδικό ΣΧΟΛΗ οδηγών αυτοκινήτων (452, 878, 601, 900)
aigli-cinema-ad (431, 472, 621, 623)
ad-company: Ι. ΔΕΔΕΟΓΛΟΥ & ΣΙΑ (37, 1065, 182, 1083)
doctor-name: ΕΥΑΓ. ΤΗ. ΠΕΛΑΓΙΔΗΣ (724, 1023, 823, 1034)
ad-body: Πωλοῦνται οἰκόπεδα εἰς Καλλικρατεία μὲ ἄνετους ὅρους. Ἀπὸ τὴν θάλασσα 150 μέτρα. (1217, 1040, 1358, 1072)
ad-line: (Εναντι ΝΑΤΟ) (472, 794, 580, 811)
